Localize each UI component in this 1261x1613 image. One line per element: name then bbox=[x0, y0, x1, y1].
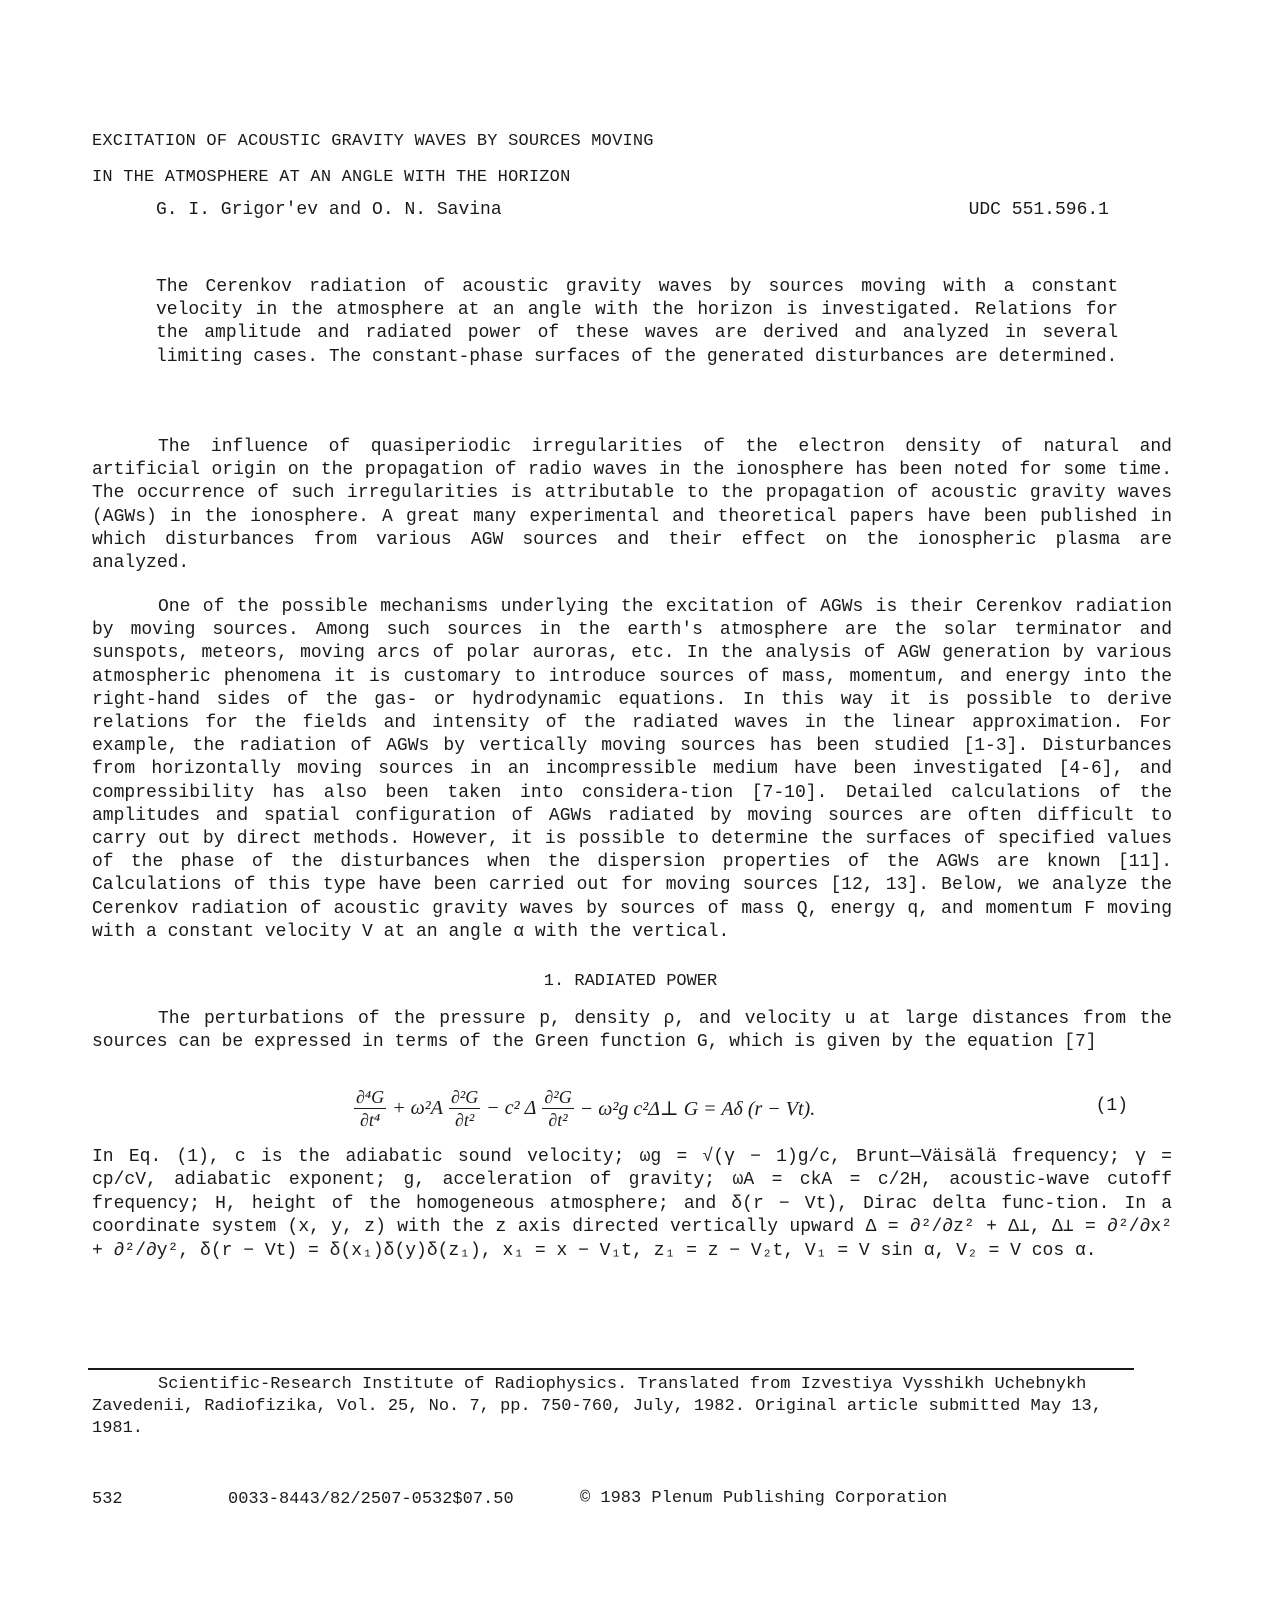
footnote-rule bbox=[88, 1368, 1134, 1370]
eq-op-2: − c² Δ bbox=[486, 1096, 537, 1119]
udc-code: UDC 551.596.1 bbox=[968, 200, 1109, 220]
eq-frac3-den: ∂t² bbox=[548, 1109, 568, 1130]
paragraph-mechanisms-text: One of the possible mechanisms underlying the excitation of AGWs is their Cerenkov radiation by moving sources. Among such sources in the earth's atmosphere are the solar terminator and sunspots, meteors, moving arcs of polar auroras, etc. In the analysis of AGW generation by various atmospheric phenomena it is customary to introduce sources of mass, momentum, and energy into the right-hand sides of the gas- or hydrodynamic equations. In this way it is possible to derive relations for the fields and intensity of the radiated waves in the linear approximation. For example, the radiation of AGWs by vertically moving sources has been studied [1-3]. Disturbances from horizontally moving sources in an incompressible medium have been investigated [4-6], and compressibility has also been taken into considera-tion [7-10]. Detailed calculations of the amplitudes and spatial configuration of AGWs radiated by moving sources are often difficult to carry out by direct methods. However, it is possible to determine the surfaces of specified values of the phase of the disturbances when the dispersion properties of the AGWs are known [11]. Calculations of this type have been carried out for moving sources [12, 13]. Below, we analyze the Cerenkov radiation of acoustic gravity waves by sources of mass Q, energy q, and momentum F moving with a constant velocity V at an angle α with the vertical. bbox=[92, 597, 1172, 942]
copyright: © 1983 Plenum Publishing Corporation bbox=[580, 1489, 948, 1508]
eq-fraction-1 bbox=[354, 1086, 386, 1131]
title-line-2: IN THE ATMOSPHERE AT AN ANGLE WITH THE HORIZON bbox=[92, 168, 571, 187]
authors: G. I. Grigor'ev and O. N. Savina bbox=[156, 200, 502, 220]
eq-frac1-num: ∂⁴G bbox=[356, 1086, 385, 1107]
paragraph-perturbations-text: The perturbations of the pressure p, density ρ, and velocity u at large distances from the sources can be expressed in terms of the Green function G, which is given by the equation [7] bbox=[92, 1009, 1172, 1053]
eq-op-1: + ω²A bbox=[392, 1096, 443, 1119]
eq-frac2-den: ∂t² bbox=[455, 1109, 475, 1130]
equation-body bbox=[348, 1082, 815, 1134]
footnote bbox=[92, 1374, 1132, 1440]
article-title bbox=[92, 124, 654, 196]
paragraph-intro-text: The influence of quasiperiodic irregularities of the electron density of natural and artificial origin on the propagation of radio waves in the ionosphere has been noted for some time. The occurrence of such irregularities is attributable to the propagation of acoustic gravity waves (AGWs) in the ionosphere. A great many experimental and theoretical papers have been published in which disturbances from various AGW sources and their effect on the ionospheric plasma are analyzed. bbox=[92, 437, 1172, 574]
paragraph-perturbations bbox=[92, 1008, 1172, 1054]
eq-frac1-den: ∂t⁴ bbox=[360, 1109, 381, 1130]
paragraph-definitions: In Eq. (1), c is the adiabatic sound velocity; ωg = √(γ − 1)g/c, Brunt—Väisälä frequency; γ = cp/cV, adiabatic exponent; g, acceleration of gravity; ωA = ckA = c/2H, acoustic-wave cutoff frequency; H, height of the homogeneous atmosphere; and δ(r − Vt), Dirac delta func-tion. In a coordinate system (x, y, z) with the z axis directed vertically upward Δ = ∂²/∂z² + Δ⊥, Δ⊥ = ∂²/∂x² + ∂²/∂y², δ(r − Vt) = δ(x₁)δ(y)δ(z₁), x₁ = x − V₁t, z₁ = z − V₂t, V₁ = V sin α, V₂ = V cos α. bbox=[92, 1147, 1172, 1261]
page-number: 532 bbox=[92, 1490, 123, 1509]
equation-1 bbox=[348, 1082, 1128, 1134]
eq-rest: − ω²g c²Δ⊥ G = Aδ (r − Vt). bbox=[579, 1097, 816, 1120]
article-code: 0033-8443/82/2507-0532$07.50 bbox=[228, 1490, 514, 1509]
eq-fraction-3 bbox=[542, 1086, 573, 1131]
eq-fraction-2 bbox=[449, 1086, 480, 1131]
footnote-text: Scientific-Research Institute of Radiophysics. Translated from Izvestiya Vysshikh Uchebnykh Zavedenii, Radiofizika, Vol. 25, No. 7, pp. 750-760, July, 1982. Original article submitted May 13, 1981. bbox=[92, 1375, 1102, 1438]
eq-frac2-num: ∂²G bbox=[451, 1086, 479, 1107]
eq-frac3-num: ∂²G bbox=[544, 1086, 572, 1107]
title-line-1: EXCITATION OF ACOUSTIC GRAVITY WAVES BY SOURCES MOVING bbox=[92, 132, 654, 151]
section-heading: 1. RADIATED POWER bbox=[543, 972, 718, 991]
paragraph-mechanisms bbox=[92, 596, 1172, 944]
equation-number: (1) bbox=[1095, 1096, 1128, 1116]
paragraph-intro bbox=[92, 436, 1172, 575]
abstract: The Cerenkov radiation of acoustic gravity waves by sources moving with a constant velocity in the atmosphere at an angle with the horizon is investigated. Relations for the amplitude and radiated power of these waves are derived and analyzed in several limiting cases. The constant-phase surfaces of the generated disturbances are determined. bbox=[156, 277, 1118, 367]
